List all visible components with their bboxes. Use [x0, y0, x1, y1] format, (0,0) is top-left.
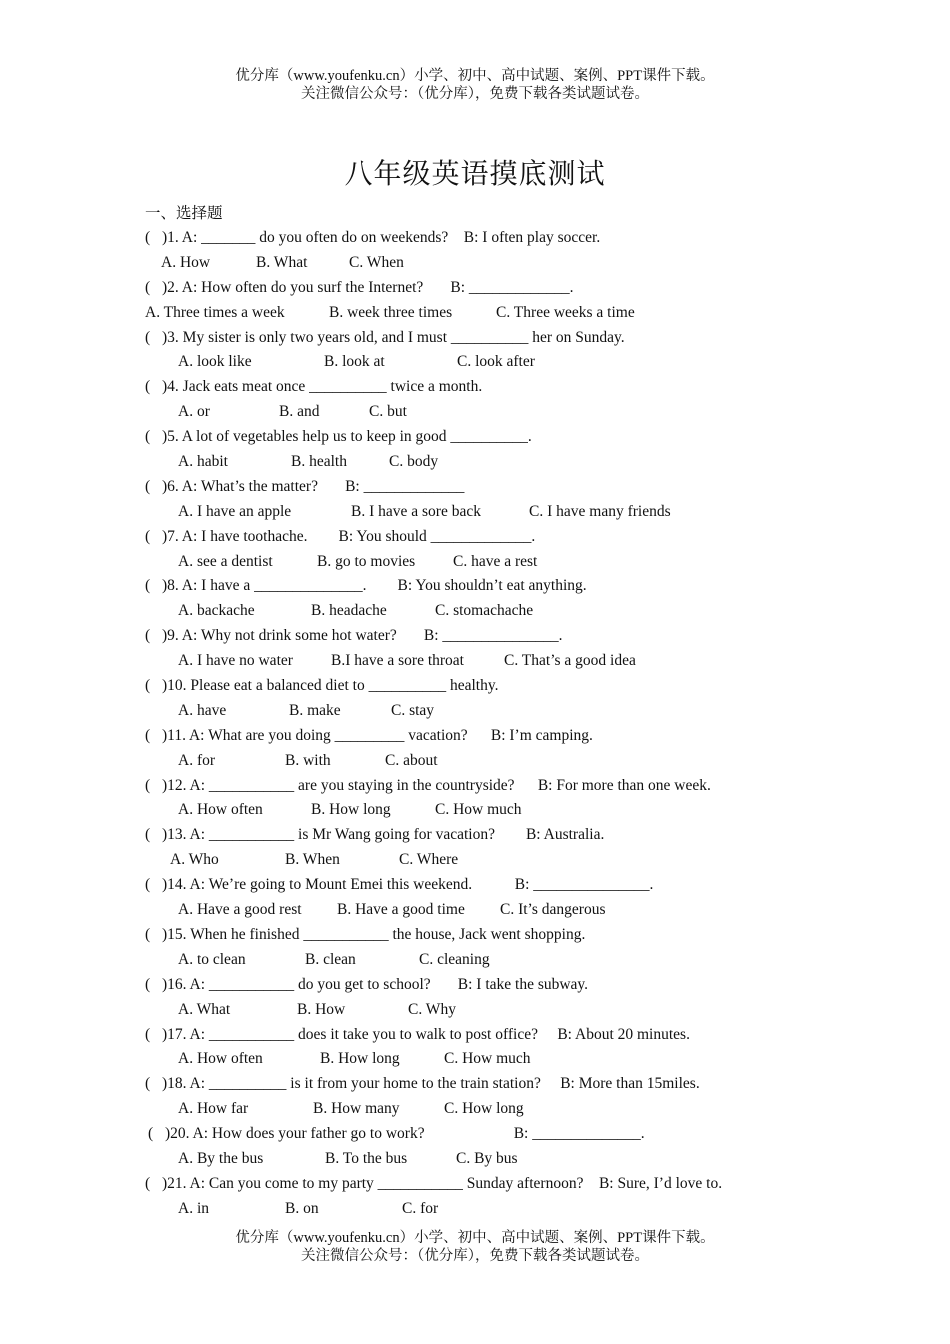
option-c[interactable]: C. have a rest: [453, 552, 538, 570]
option-c[interactable]: C. That’s a good idea: [504, 652, 636, 670]
option-a[interactable]: A. Who: [170, 851, 219, 869]
question-1: [145, 226, 865, 251]
option-a[interactable]: A. How far: [178, 1100, 249, 1118]
question-2: [145, 276, 865, 301]
options-17: [145, 1047, 865, 1072]
option-b[interactable]: B. How: [297, 1000, 346, 1018]
question-text: )7. A: I have toothache. B: You should _____________.: [162, 527, 536, 545]
option-a[interactable]: A. How often: [178, 1050, 263, 1068]
options-1: [145, 251, 865, 276]
option-a[interactable]: A. I have an apple: [178, 502, 292, 520]
question-18: [145, 1072, 865, 1097]
question-text: )10. Please eat a balanced diet to __________ healthy.: [162, 677, 499, 695]
option-c[interactable]: C. Three weeks a time: [496, 303, 635, 321]
page-title: 八年级英语摸底测试: [344, 159, 606, 190]
question-text: )12. A: ___________ are you staying in the countryside? B: For more than one week.: [162, 776, 711, 794]
question-text: )21. A: Can you come to my party ___________ Sunday afternoon? B: Sure, I’d love to.: [162, 1174, 723, 1192]
answer-blank[interactable]: (: [145, 229, 151, 246]
option-b[interactable]: B. look at: [324, 353, 385, 371]
option-c[interactable]: C. Why: [408, 1000, 456, 1018]
option-c[interactable]: C. I have many friends: [529, 502, 671, 520]
option-a[interactable]: A. I have no water: [178, 652, 293, 670]
question-text: )3. My sister is only two years old, and I must __________ her on Sunday.: [162, 328, 625, 346]
option-a[interactable]: A. have: [178, 701, 227, 719]
question-15: [145, 923, 865, 948]
question-text: )9. A: Why not drink some hot water? B: _______________.: [162, 627, 563, 645]
options-4: [145, 400, 865, 425]
question-text: )1. A: _______ do you often do on weekends? B: I often play soccer.: [162, 229, 601, 246]
answer-blank[interactable]: (: [145, 328, 151, 346]
question-text: )2. A: How often do you surf the Internet? B: _____________.: [162, 278, 574, 296]
option-a[interactable]: A. Have a good rest: [178, 901, 302, 919]
option-c[interactable]: C. look after: [457, 353, 535, 371]
option-c[interactable]: C. about: [385, 751, 438, 769]
answer-blank[interactable]: (: [145, 627, 151, 645]
answer-blank[interactable]: (: [148, 1125, 154, 1143]
options-21: [145, 1197, 865, 1222]
option-a[interactable]: A. How: [161, 253, 211, 271]
question-text: )18. A: __________ is it from your home to the train station? B: More than 15miles.: [162, 1075, 700, 1093]
question-21: [145, 1172, 865, 1197]
section-heading: 一、选择题: [145, 205, 223, 222]
answer-blank[interactable]: (: [145, 477, 151, 495]
question-4: [145, 375, 865, 400]
options-2: [145, 301, 865, 326]
option-b[interactable]: B.I have a sore throat: [331, 652, 464, 670]
question-text: )6. A: What’s the matter? B: _____________: [162, 477, 465, 495]
option-b[interactable]: B. To the bus: [325, 1149, 408, 1167]
question-text: )4. Jack eats meat once __________ twice a month.: [162, 378, 483, 396]
header-line-1: 优分库（www.youfenku.cn）小学、初中、高中试题、案例、PPT课件下载。: [235, 68, 715, 84]
question-17: [145, 1023, 865, 1048]
question-text: )17. A: ___________ does it take you to walk to post office? B: About 20 minutes.: [162, 1025, 690, 1043]
option-c[interactable]: C. body: [389, 453, 439, 471]
question-3: [145, 326, 865, 351]
option-a[interactable]: A. How often: [178, 801, 263, 819]
answer-blank[interactable]: (: [145, 1174, 151, 1192]
options-16: [145, 998, 865, 1023]
answer-blank[interactable]: (: [145, 925, 151, 943]
answer-blank[interactable]: (: [145, 826, 151, 844]
footer-line-1: 优分库（www.youfenku.cn）小学、初中、高中试题、案例、PPT课件下载。: [235, 1230, 715, 1246]
question-text: )5. A lot of vegetables help us to keep in good __________.: [162, 428, 532, 446]
options-7: [145, 550, 865, 575]
page-footer: [0, 1229, 950, 1265]
answer-blank[interactable]: (: [145, 876, 151, 894]
option-a[interactable]: A. see a dentist: [178, 552, 273, 570]
option-b[interactable]: B. health: [291, 453, 347, 471]
answer-blank[interactable]: (: [145, 527, 151, 545]
question-text: )14. A: We’re going to Mount Emei this weekend. B: _______________.: [162, 876, 654, 894]
option-b[interactable]: B. week three times: [329, 303, 453, 321]
question-10: [145, 674, 865, 699]
option-b[interactable]: B. What: [256, 253, 308, 271]
options-14: [145, 898, 865, 923]
option-b[interactable]: B. make: [289, 701, 341, 719]
answer-blank[interactable]: (: [145, 1075, 151, 1093]
answer-blank[interactable]: (: [145, 776, 151, 794]
question-5: [145, 425, 865, 450]
option-c[interactable]: C. How much: [435, 801, 522, 819]
option-b[interactable]: B. How long: [311, 801, 391, 819]
footer-line-2: 关注微信公众号：（优分库），免费下载各类试题试卷。: [301, 1248, 649, 1264]
answer-blank[interactable]: (: [145, 677, 151, 695]
option-c[interactable]: C. It’s dangerous: [500, 901, 606, 919]
option-b[interactable]: B. How many: [313, 1100, 400, 1118]
question-7: [145, 525, 865, 550]
option-c[interactable]: C. By bus: [456, 1149, 518, 1167]
options-18: [145, 1097, 865, 1122]
question-9: [145, 624, 865, 649]
options-13: [145, 848, 865, 873]
question-14: [145, 873, 865, 898]
option-c[interactable]: C. Where: [399, 851, 459, 869]
question-8: [145, 574, 865, 599]
options-10: [145, 699, 865, 724]
question-6: [145, 475, 865, 500]
option-c[interactable]: C. for: [402, 1199, 439, 1217]
option-b[interactable]: B. Have a good time: [337, 901, 465, 919]
options-5: [145, 450, 865, 475]
option-b[interactable]: B. with: [285, 751, 331, 769]
page-header: [0, 67, 950, 103]
question-text: )8. A: I have a ______________. B: You shouldn’t eat anything.: [162, 577, 587, 595]
options-12: [145, 798, 865, 823]
option-a[interactable]: A. Three times a week: [145, 303, 285, 321]
options-8: [145, 599, 865, 624]
option-b[interactable]: B. on: [285, 1199, 319, 1217]
question-20: [145, 1122, 865, 1147]
option-c[interactable]: C. but: [369, 403, 407, 421]
option-c[interactable]: C. How long: [444, 1100, 524, 1118]
options-15: [145, 948, 865, 973]
option-c[interactable]: C. stomachache: [435, 602, 534, 620]
options-3: [145, 350, 865, 375]
answer-blank[interactable]: (: [145, 378, 151, 396]
answer-blank[interactable]: (: [145, 577, 151, 595]
options-6: [145, 500, 865, 525]
question-16: [145, 973, 865, 998]
option-a[interactable]: A. to clean: [178, 950, 246, 968]
option-a[interactable]: A. What: [178, 1000, 231, 1018]
option-a[interactable]: A. for: [178, 751, 216, 769]
answer-blank[interactable]: (: [145, 726, 151, 744]
question-12: [145, 774, 865, 799]
question-text: )13. A: ___________ is Mr Wang going for vacation? B: Australia.: [162, 826, 605, 844]
options-11: [145, 749, 865, 774]
option-b[interactable]: B. and: [279, 403, 320, 421]
answer-blank[interactable]: (: [145, 278, 151, 296]
option-b[interactable]: B. clean: [305, 950, 356, 968]
answer-blank[interactable]: (: [145, 975, 151, 993]
options-9: [145, 649, 865, 674]
option-a[interactable]: A. or: [178, 403, 210, 421]
option-b[interactable]: B. I have a sore back: [351, 502, 481, 520]
option-a[interactable]: A. habit: [178, 453, 228, 471]
header-line-2: 关注微信公众号：（优分库），免费下载各类试题试卷。: [301, 86, 649, 102]
question-list: [145, 226, 865, 1222]
answer-blank[interactable]: (: [145, 428, 151, 446]
option-c[interactable]: C. When: [349, 253, 404, 271]
option-a[interactable]: A. backache: [178, 602, 255, 620]
question-text: )15. When he finished ___________ the house, Jack went shopping.: [162, 925, 586, 943]
question-13: [145, 823, 865, 848]
option-c[interactable]: C. stay: [391, 701, 435, 719]
option-a[interactable]: A. look like: [178, 353, 252, 371]
question-11: [145, 724, 865, 749]
option-c[interactable]: C. cleaning: [419, 950, 490, 968]
question-text: )20. A: How does your father go to work? B: ______________.: [165, 1125, 645, 1143]
option-b[interactable]: B. How long: [320, 1050, 400, 1068]
options-20: [145, 1147, 865, 1172]
option-a[interactable]: A. By the bus: [178, 1149, 264, 1167]
option-b[interactable]: B. go to movies: [317, 552, 416, 570]
option-c[interactable]: C. How much: [444, 1050, 531, 1068]
answer-blank[interactable]: (: [145, 1025, 151, 1043]
question-text: )16. A: ___________ do you get to school? B: I take the subway.: [162, 975, 589, 993]
option-b[interactable]: B. When: [285, 851, 340, 869]
option-a[interactable]: A. in: [178, 1199, 209, 1217]
option-b[interactable]: B. headache: [311, 602, 387, 620]
question-text: )11. A: What are you doing _________ vacation? B: I’m camping.: [162, 726, 593, 744]
